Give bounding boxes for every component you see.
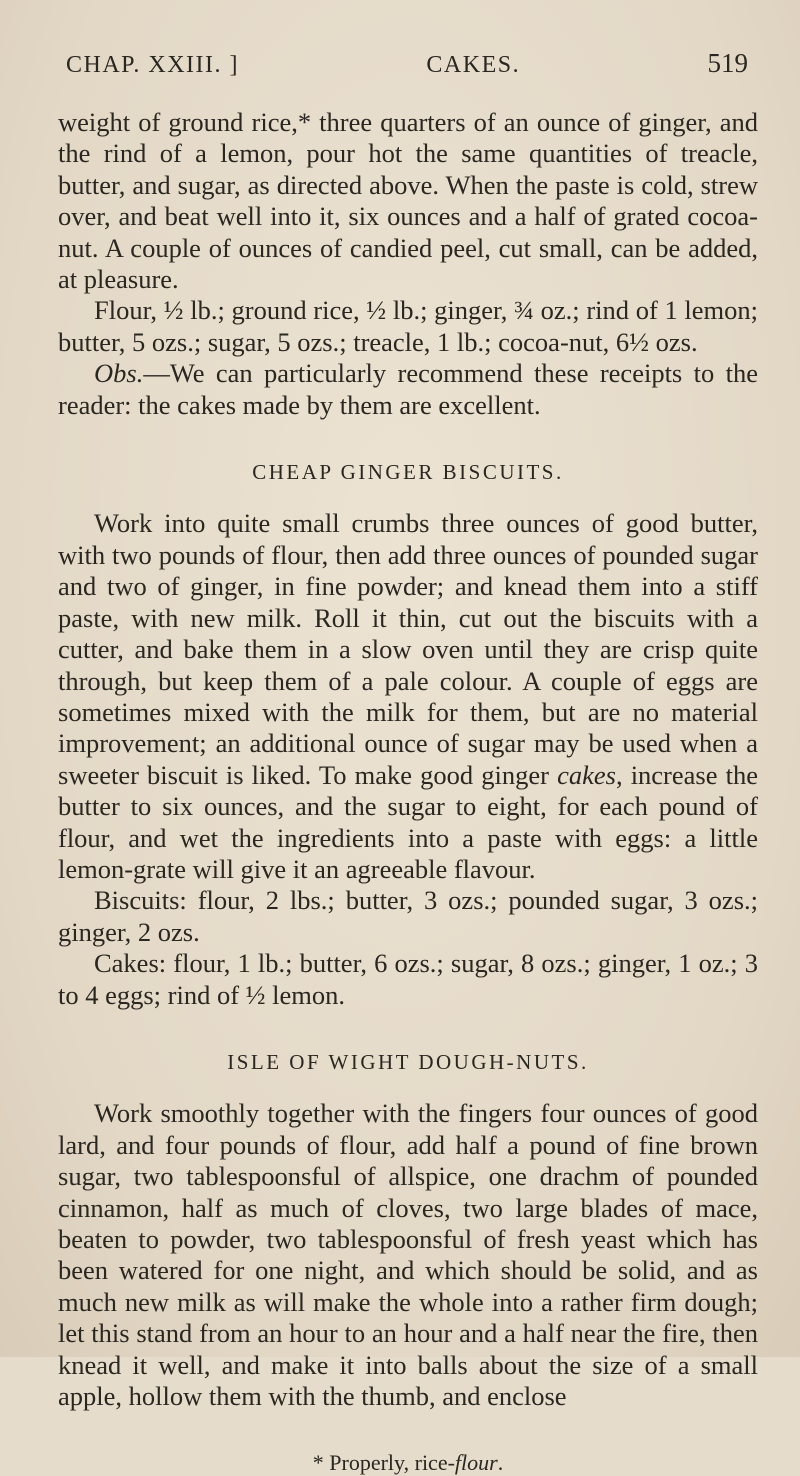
section-title: CAKES. <box>426 52 521 78</box>
cakes-ingredients: Cakes: flour, 1 lb.; butter, 6 ozs.; sugar, 8 ozs.; ginger, 1 oz.; 3 to 4 eggs; rind of ½ lemon. <box>58 948 758 1010</box>
method-text-b: , increase the butter to six ounces, and the sugar to eight, for each pound of flour, and wet the ingredients into a paste with eggs: a little lemon-grate will give it an agreeable flavour. <box>58 759 758 884</box>
method-text-a: Work into quite small crumbs three ounces of good butter, with two pounds of flour, then add three ounces of pounded sugar and two of ginger, in fine powder; and knead them into a stiff paste, with new milk. Roll it thin, cut out the biscuits with a cutter, and bake them in a slow oven until they are crisp quite through, but keep them of a pale colour. A couple of eggs are sometimes mixed with the milk for them, but are no material improvement; an additional ounce of sugar may be used when a sweeter biscuit is liked. To make good ginger <box>58 508 758 790</box>
ingredients-paragraph: Flour, ½ lb.; ground rice, ½ lb.; ginger, ¾ oz.; rind of 1 lemon; butter, 5 ozs.; sugar, 5 ozs.; treacle, 1 lb.; cocoa-nut, 6½ ozs. <box>58 295 758 357</box>
observation-paragraph <box>58 358 758 421</box>
footnote-text-a: * Properly, rice- <box>312 1450 455 1476</box>
recipe-method-paragraph <box>58 508 758 885</box>
footnote <box>58 1450 758 1476</box>
continued-paragraph: weight of ground rice,* three quarters of an ounce of ginger, and the rind of a lemon, pour hot the same quantities of treacle, butter, and sugar, as directed above. When the paste is cold, strew over, and beat well into it, six ounces and a half of grated cocoa-nut. A couple of ounces of candied peel, cut small, can be added, at pleasure. <box>58 107 758 295</box>
footnote-italic: flour <box>454 1450 498 1476</box>
obs-label: Obs. <box>94 358 144 389</box>
recipe-heading-dough-nuts: ISLE OF WIGHT DOUGH-NUTS. <box>227 1049 589 1074</box>
body-text <box>58 107 758 1412</box>
obs-text: —We can particularly recommend these receipts to the reader: the cakes made by them are excellent. <box>58 358 758 420</box>
dough-nuts-method-paragraph: Work smoothly together with the fingers four ounces of good lard, and four pounds of flour, add half a pound of fine brown sugar, two tablespoonsful of allspice, one drachm of pounded cinnamon, half as much of cloves, two large blades of mace, beaten to powder, two tablespoonsful of fresh yeast which has been watered for one night, and which should be solid, and as much new milk as will make the whole into a rather firm dough; let this stand from an hour to an hour and a half near the fire, then knead it well, and make it into balls about the size of a small apple, hollow them with the thumb, and enclose <box>58 1098 758 1412</box>
biscuits-ingredients: Biscuits: flour, 2 lbs.; butter, 3 ozs.; pounded sugar, 3 ozs.; ginger, 2 ozs. <box>58 885 758 947</box>
running-head <box>66 48 758 79</box>
footnote-text-b: . <box>497 1450 504 1476</box>
page-number: 519 <box>707 48 748 78</box>
method-italic-word: cakes <box>557 759 616 790</box>
recipe-heading-ginger-biscuits: CHEAP GINGER BISCUITS. <box>252 460 564 485</box>
chapter-label: CHAP. XXIII. ] <box>66 52 239 78</box>
